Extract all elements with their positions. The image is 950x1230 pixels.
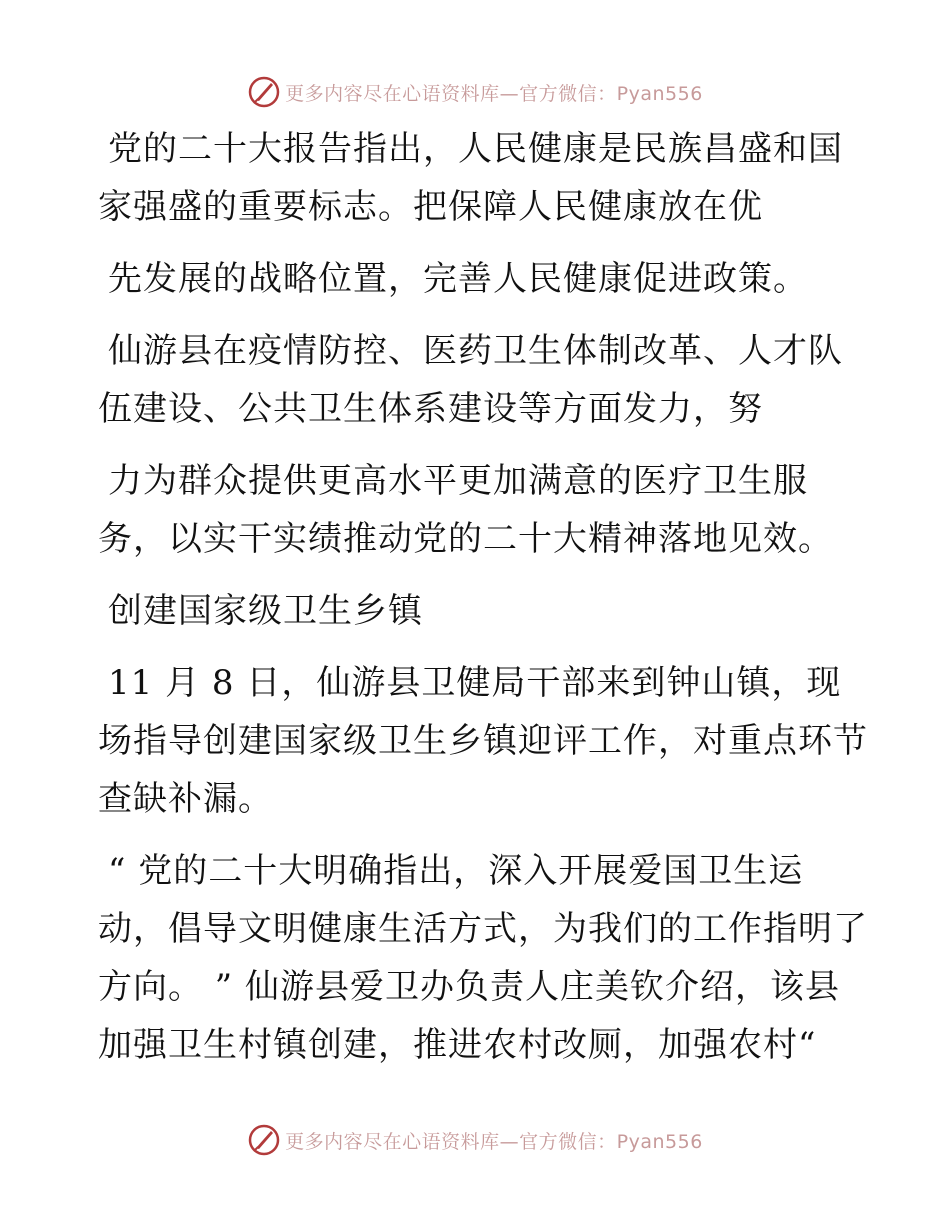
text-line: 党的二十大报告指出，人民健康是民族昌盛和国 bbox=[108, 129, 843, 169]
text-line: 动，倡导文明健康生活方式，为我们的工作指明了 bbox=[98, 909, 868, 949]
paragraph bbox=[98, 842, 868, 1074]
text-line: 查缺补漏。 bbox=[98, 779, 273, 819]
document-body bbox=[98, 120, 868, 1074]
text-line: 家强盛的重要标志。把保障人民健康放在优 bbox=[98, 187, 763, 227]
text-line: 方向。 ” 仙游县爱卫办负责人庄美钦介绍，该县 bbox=[98, 967, 840, 1007]
section-heading bbox=[98, 582, 858, 640]
watermark-header bbox=[0, 72, 950, 112]
quill-logo-icon bbox=[247, 75, 281, 109]
heading-line: 创建国家级卫生乡镇 bbox=[108, 591, 423, 631]
watermark-text: 更多内容尽在心语资料库—官方微信：Pyan556 bbox=[285, 1130, 703, 1153]
paragraph bbox=[98, 250, 858, 308]
paragraph bbox=[98, 452, 858, 568]
paragraph bbox=[98, 654, 868, 828]
quill-logo-icon bbox=[247, 1123, 281, 1157]
text-line: 11 月 8 日，仙游县卫健局干部来到钟山镇，现 bbox=[108, 663, 842, 703]
paragraph bbox=[98, 322, 858, 438]
text-line: 加强卫生村镇创建，推进农村改厕，加强农村“ bbox=[98, 1025, 817, 1065]
text-line: 力为群众提供更高水平更加满意的医疗卫生服 bbox=[108, 461, 808, 501]
watermark-text: 更多内容尽在心语资料库—官方微信：Pyan556 bbox=[285, 82, 703, 105]
text-line: 先发展的战略位置，完善人民健康促进政策。 bbox=[108, 259, 808, 299]
paragraph bbox=[98, 120, 858, 236]
text-line: 仙游县在疫情防控、医药卫生体制改革、人才队 bbox=[108, 331, 843, 371]
text-line: 伍建设、公共卫生体系建设等方面发力，努 bbox=[98, 389, 763, 429]
watermark-footer bbox=[0, 1120, 950, 1160]
text-line: 务，以实干实绩推动党的二十大精神落地见效。 bbox=[98, 519, 833, 559]
text-line: “ 党的二十大明确指出，深入开展爱国卫生运 bbox=[108, 851, 804, 891]
text-line: 场指导创建国家级卫生乡镇迎评工作，对重点环节 bbox=[98, 721, 868, 761]
